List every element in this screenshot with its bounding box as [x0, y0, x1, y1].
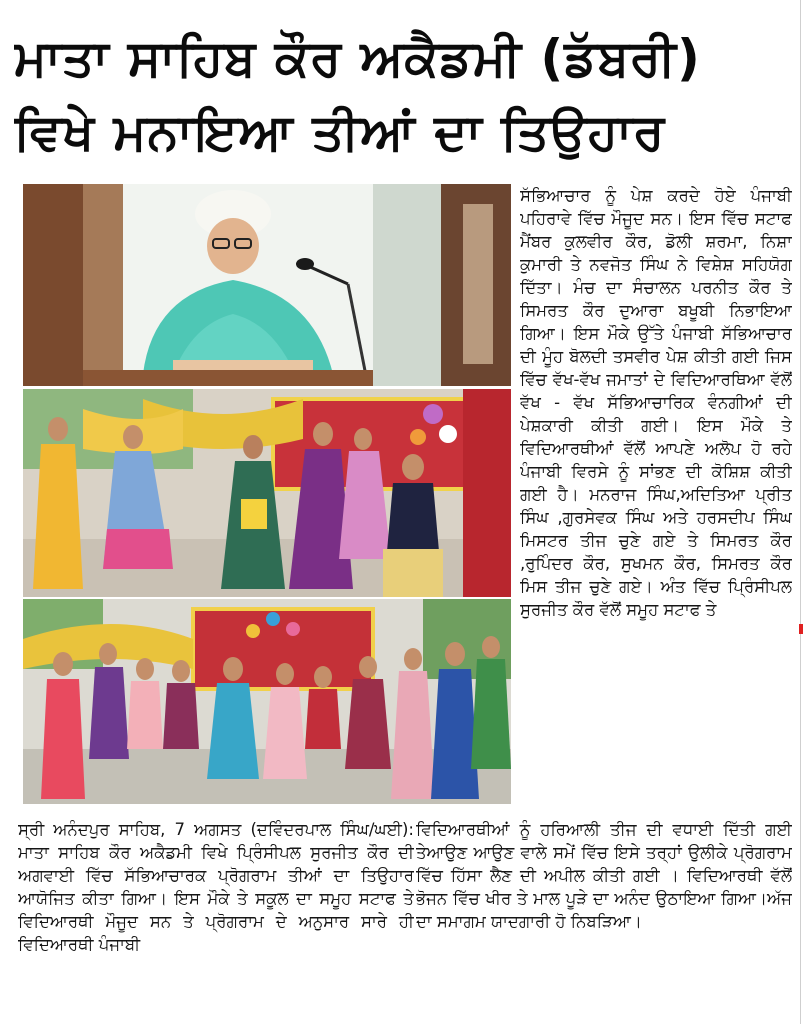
photo-principal-speaking — [22, 183, 512, 387]
article-body-left — [18, 818, 414, 1014]
photo-girls-dancing — [22, 388, 512, 598]
article-body-right: ਸੱਭਿਆਚਾਰ ਨੂੰ ਪੇਸ਼ ਕਰਦੇ ਹੋਏ ਪੰਜਾਬੀ ਪਹਿਰਾਵੇ ਵਿੱਚ ਮੌਜੂਦ ਸਨ। ਇਸ ਵਿੱਚ ਸਟਾਫ ਮੈਂਬਰ ਕੁਲਵੀਰ ਕੌਰ, ਡੋਲੀ ਸ਼ਰਮਾ, ਨਿਸ਼ਾ ਕੁਮਾਰੀ ਤੇ ਨਵਜੋਤ ਸਿੰਘ ਨੇ ਵਿਸ਼ੇਸ਼ ਸਹਿਯੋਗ ਦਿੱਤਾ। ਮੰਚ ਦਾ ਸੰਚਾਲਨ ਪਰਨੀਤ ਕੌਰ ਤੇ ਸਿਮਰਤ ਕੌਰ ਦੁਆਰਾ ਬਖੂਬੀ ਨਿਭਾਇਆ ਗਿਆ। ਇਸ ਮੌਕੇ ਉੱਤੇ ਪੰਜਾਬੀ ਸੱਭਿਆਚਾਰ ਦੀ ਮੂੰਹ ਬੋਲਦੀ ਤਸਵੀਰ ਪੇਸ਼ ਕੀਤੀ ਗਈ ਜਿਸ ਵਿੱਚ ਵੱਖ-ਵੱਖ ਜਮਾਤਾਂ ਦੇ ਵਿਦਿਆਰਥਿਆ ਵੱਲੋਂ ਵੱਖ - ਵੱਖ ਸੱਭਿਆਚਾਰਿਕ ਵੰਨਗੀਆਂ ਦੀ ਪੇਸ਼ਕਾਰੀ ਕੀਤੀ ਗਈ। ਇਸ ਮੌਕੇ ਤੇ ਵਿਦਿਆਰਥੀਆਂ ਵੱਲੋਂ ਆਪਣੇ ਅਲੋਪ ਹੋ ਰਹੇ ਪੰਜਾਬੀ ਵਿਰਸੇ ਨੂੰ ਸਾਂਭਣ ਦੀ ਕੋਸ਼ਿਸ਼ ਕੀਤੀ ਗਈ ਹੈ। ਮਨਰਾਜ ਸਿੰਘ,ਅਦਿਤਿਆ ਪ੍ਰੀਤ ਸਿੰਘ ,ਗੁਰਸੇਵਕ ਸਿੰਘ ਅਤੇ ਹਰਸਦੀਪ ਸਿੰਘ ਮਿਸਟਰ ਤੀਜ ਚੁਣੇ ਗਏ ਤੇ ਸਿਮਰਤ ਕੌਰ ,ਰੁਪਿੰਦਰ ਕੌਰ, ਸੁਖਮਨ ਕੌਰ, ਸਿਮਰਤ ਕੌਰ ਮਿਸ ਤੀਜ ਚੁਣੇ ਗਏ। ਅੰਤ ਵਿੱਚ ਪ੍ਰਿੰਸੀਪਲ ਸੁਰਜੀਤ ਕੌਰ ਵੱਲੋਂ ਸਮੂਹ ਸਟਾਫ ਤੇ — [520, 186, 792, 619]
photo-students-group — [22, 598, 512, 805]
margin-mark — [799, 624, 803, 634]
article-body-left-text: ਮਾਤਾ ਸਾਹਿਬ ਕੌਰ ਅਕੈਡਮੀ ਵਿਖੇ ਪ੍ਰਿੰਸੀਪਲ ਸੁਰਜੀਤ ਕੌਰ ਦੀ ਅਗਵਾਈ ਵਿੱਚ ਸੱਭਿਆਚਾਰਕ ਪ੍ਰੋਗਰਾਮ ਤੀਆਂ ਦਾ ਤਿਉਹਾਰ ਆਯੋਜਿਤ ਕੀਤਾ ਗਿਆ। ਇਸ ਮੌਕੇ ਤੇ ਸਕੂਲ ਦਾ ਸਮੂਹ ਸਟਾਫ ਤੇ ਵਿਦਿਆਰਥੀ ਮੌਜੂਦ ਸਨ ਤੇ ਪ੍ਰੋਗਰਾਮ ਦੇ ਅਨੁਸਾਰ ਸਾਰੇ ਹੀ ਵਿਦਿਆਰਥੀ ਪੰਜਾਬੀ — [18, 843, 414, 954]
headline-line-1: ਮਾਤਾ ਸਾਹਿਬ ਕੌਰ ਅਕੈਡਮੀ (ਡੱਬਰੀ) — [14, 29, 701, 87]
headline-line-2: ਵਿਖੇ ਮਨਾਇਆ ਤੀਆਂ ਦਾ ਤਿਉਹਾਰ — [14, 103, 666, 161]
page-edge-line — [800, 0, 801, 1024]
article-dateline: ਸ੍ਰੀ ਅਨੰਦਪੁਰ ਸਾਹਿਬ, 7 ਅਗਸਤ (ਦਵਿੰਦਰਪਾਲ ਸਿੰਘ/ਘਈ): — [18, 820, 414, 839]
article-body-right-bottom: ਵਿਦਿਆਰਥੀਆਂ ਨੂੰ ਹਰਿਆਲੀ ਤੀਜ ਦੀ ਵਧਾਈ ਦਿੱਤੀ ਗਈ ਤੇਆਉਣ ਆਉਣ ਵਾਲੇ ਸਮੇਂ ਵਿੱਚ ਇਸੇ ਤਰ੍ਹਾਂ ਉਲੀਕੇ ਪ੍ਰੋਗਰਾਮ ਵਿੱਚ ਹਿੱਸਾ ਲੈਣ ਦੀ ਅਪੀਲ ਕੀਤੀ ਗਈ । ਵਿਦਿਆਰਥੀ ਵੱਲੋਂ ਭੋਜਨ ਵਿੱਚ ਖੀਰ ਤੇ ਮਾਲ ਪੂੜੇ ਦਾ ਅਨੰਦ ਉਠਾਇਆ ਗਿਆ।ਅੱਜ ਦਾ ਸਮਾਗਮ ਯਾਦਗਾਰੀ ਹੋ ਨਿਬੜਿਆ। — [416, 820, 792, 931]
